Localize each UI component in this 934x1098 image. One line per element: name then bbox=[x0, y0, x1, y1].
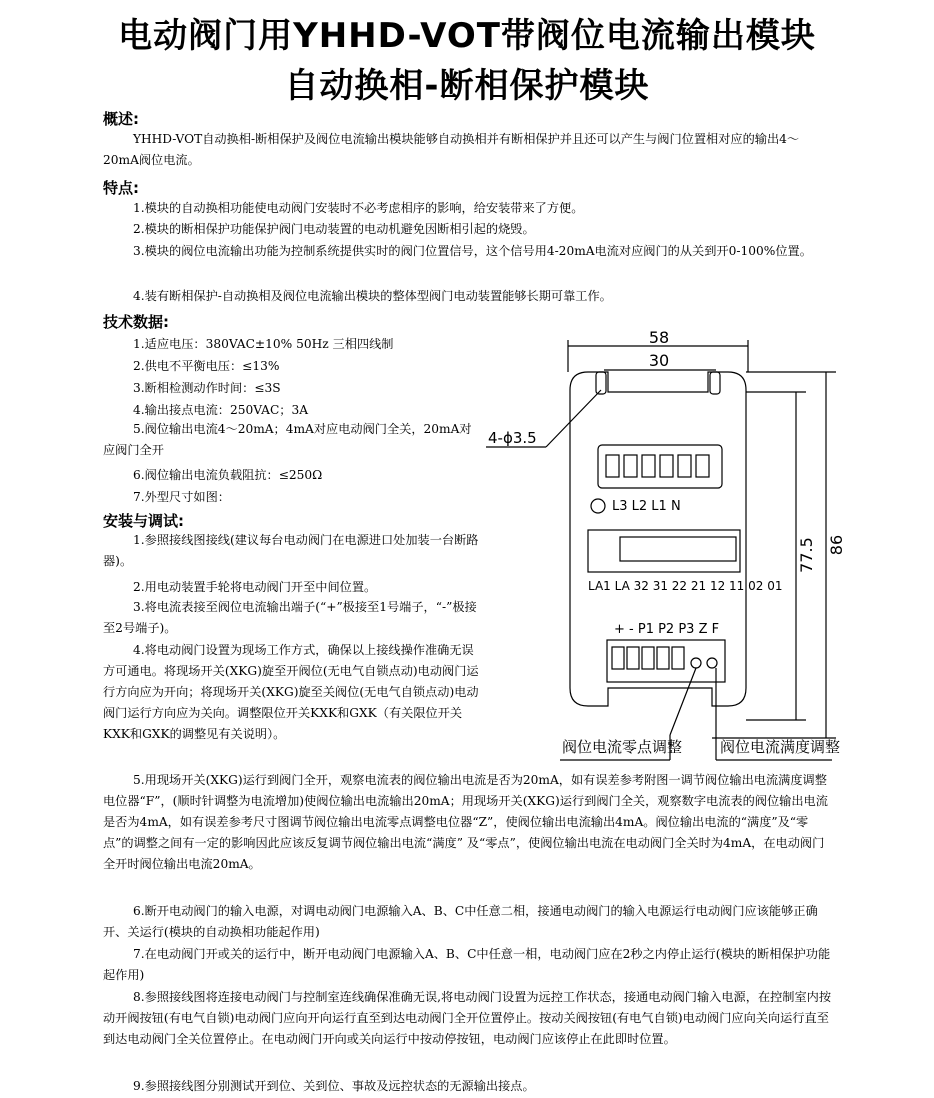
features-heading: 特点: bbox=[103, 179, 139, 197]
install-item-3: 3.将电流表接至阀位电流输出端子(“+”极接至1号端子，“-”极接至2号端子)。 bbox=[103, 600, 477, 635]
dim-height-inner: 77.5 bbox=[797, 537, 816, 573]
install-item-4: 4.将电动阀门设置为现场工作方式，确保以上接线操作准确无误方可通电。将现场开关(XKG)旋至开阀位(无电气自锁点动)电动阀门运行方向应为开向；将现场开关(XKG)旋至关阀位(无电气自锁点动)电动阀门运行方向应为关向。调整限位开关KXK和GXK（有关限位开关KXK和GXK的调整见有关说明）。 bbox=[103, 643, 479, 741]
title-line-2: 自动换相-断相保护模块 bbox=[284, 66, 650, 106]
feature-item-4: 4.装有断相保护-自动换相及阀位电流输出模块的整体型阀门电动装置能够长期可靠工作。 bbox=[133, 289, 612, 303]
dim-width-outer: 58 bbox=[648, 328, 670, 347]
hole-label: 4-ϕ3.5 bbox=[488, 429, 537, 447]
spec-item-6: 6.阀位输出电流负载阻抗：≤250Ω bbox=[133, 468, 323, 482]
dim-width-inner: 30 bbox=[648, 351, 670, 370]
spec-item-4: 4.输出接点电流：250VAC；3A bbox=[133, 403, 309, 417]
specs-heading: 技术数据: bbox=[103, 313, 169, 331]
overview-text: YHHD-VOT自动换相-断相保护及阀位电流输出模块能够自动换相并有断相保护并且还可以产生与阀门位置相对应的输出4～20mA阀位电流。 bbox=[103, 132, 800, 167]
spec-item-7: 7.外型尺寸如图： bbox=[133, 490, 230, 504]
span-adjust-label: 阀位电流满度调整 bbox=[720, 738, 841, 756]
install-item-8: 8.参照接线图将连接电动阀门与控制室连线确保准确无误,将电动阀门设置为远控工作状态，接通电动阀门输入电源，在控制室内按动开阀按钮(有电气自锁)电动阀门应向开向运行直至到达电动阀门全开位置停止。按动关阀按钮(有电气自锁)电动阀门应向关向运行直至到达电动阀门全关位置停止。在电动阀门开向或关向运行中按动停按钮，电动阀门应该停止在此即时位置。 bbox=[103, 990, 832, 1046]
output-labels: + - P1 P2 P3 Z F bbox=[614, 622, 720, 637]
title-line-1: 电动阀门用YHHD-VOT带阀位电流输出模块 bbox=[118, 16, 816, 56]
power-labels: L3 L2 L1 N bbox=[612, 499, 681, 514]
install-item-1: 1.参照接线图接线(建议每台电动阀门在电源进口处加装一台断路器)。 bbox=[103, 533, 479, 568]
spec-item-1: 1.适应电压：380VAC±10% 50Hz 三相四线制 bbox=[133, 337, 394, 351]
terminal-labels: LA1 LA 32 31 22 21 12 11 02 01 bbox=[588, 579, 783, 593]
feature-item-3: 3.模块的阀位电流输出功能为控制系统提供实时的阀门位置信号，这个信号用4-20mA电流对应阀门的从关到开0-100%位置。 bbox=[133, 244, 812, 258]
spec-item-3: 3.断相检测动作时间：≤3S bbox=[133, 381, 281, 395]
feature-item-1: 1.模块的自动换相功能使电动阀门安装时不必考虑相序的影响，给安装带来了方便。 bbox=[133, 201, 584, 215]
install-item-5: 5.用现场开关(XKG)运行到阀门全开，观察电流表的阀位输出电流是否为20mA，如有误差参考附图一调节阀位输出电流满度调整电位器“F”，(顺时针调整为电流增加)使阀位输出电流输出20mA；用现场开关(XKG)运行到阀门全关，观察数字电流表的阀位输出电流是否为4mA，如有误差参考尺寸图调节阀位输出电流零点调整电位器“Z”，使阀位输出电流输出4mA。阀位输出电流的“满度”及“零点”的调整之间有一定的影响因此应该反复调节阀位输出电流“满度” 及“零点”，使阀位输出电流在电动阀门全关时为4mA，在电动阀门全开时阀位输出电流20mA。 bbox=[103, 773, 828, 871]
spec-item-5: 5.阀位输出电流4～20mA；4mA对应电动阀门全关，20mA对应阀门全开 bbox=[103, 422, 472, 457]
spec-item-2: 2.供电不平衡电压：≤13% bbox=[133, 359, 280, 373]
install-item-6: 6.断开电动阀门的输入电源，对调电动阀门电源输入A、B、C中任意二相，接通电动阀门的输入电源运行电动阀门应该能够正确开、关运行(模块的自动换相功能起作用) bbox=[103, 904, 818, 939]
zero-adjust-label: 阀位电流零点调整 bbox=[562, 738, 683, 756]
feature-item-2: 2.模块的断相保护功能保护阀门电动装置的电动机避免因断相引起的烧毁。 bbox=[133, 222, 535, 236]
install-item-9: 9.参照接线图分别测试开到位、关到位、事故及远控状态的无源输出接点。 bbox=[133, 1079, 535, 1093]
install-heading: 安装与调试: bbox=[103, 512, 184, 530]
install-item-2: 2.用电动装置手轮将电动阀门开至中间位置。 bbox=[133, 580, 377, 594]
overview-heading: 概述: bbox=[103, 110, 139, 128]
dim-height-outer: 86 bbox=[827, 534, 846, 556]
install-item-7: 7.在电动阀门开或关的运行中，断开电动阀门电源输入A、B、C中任意一相，电动阀门应在2秒之内停止运行(模块的断相保护功能起作用) bbox=[103, 947, 831, 982]
